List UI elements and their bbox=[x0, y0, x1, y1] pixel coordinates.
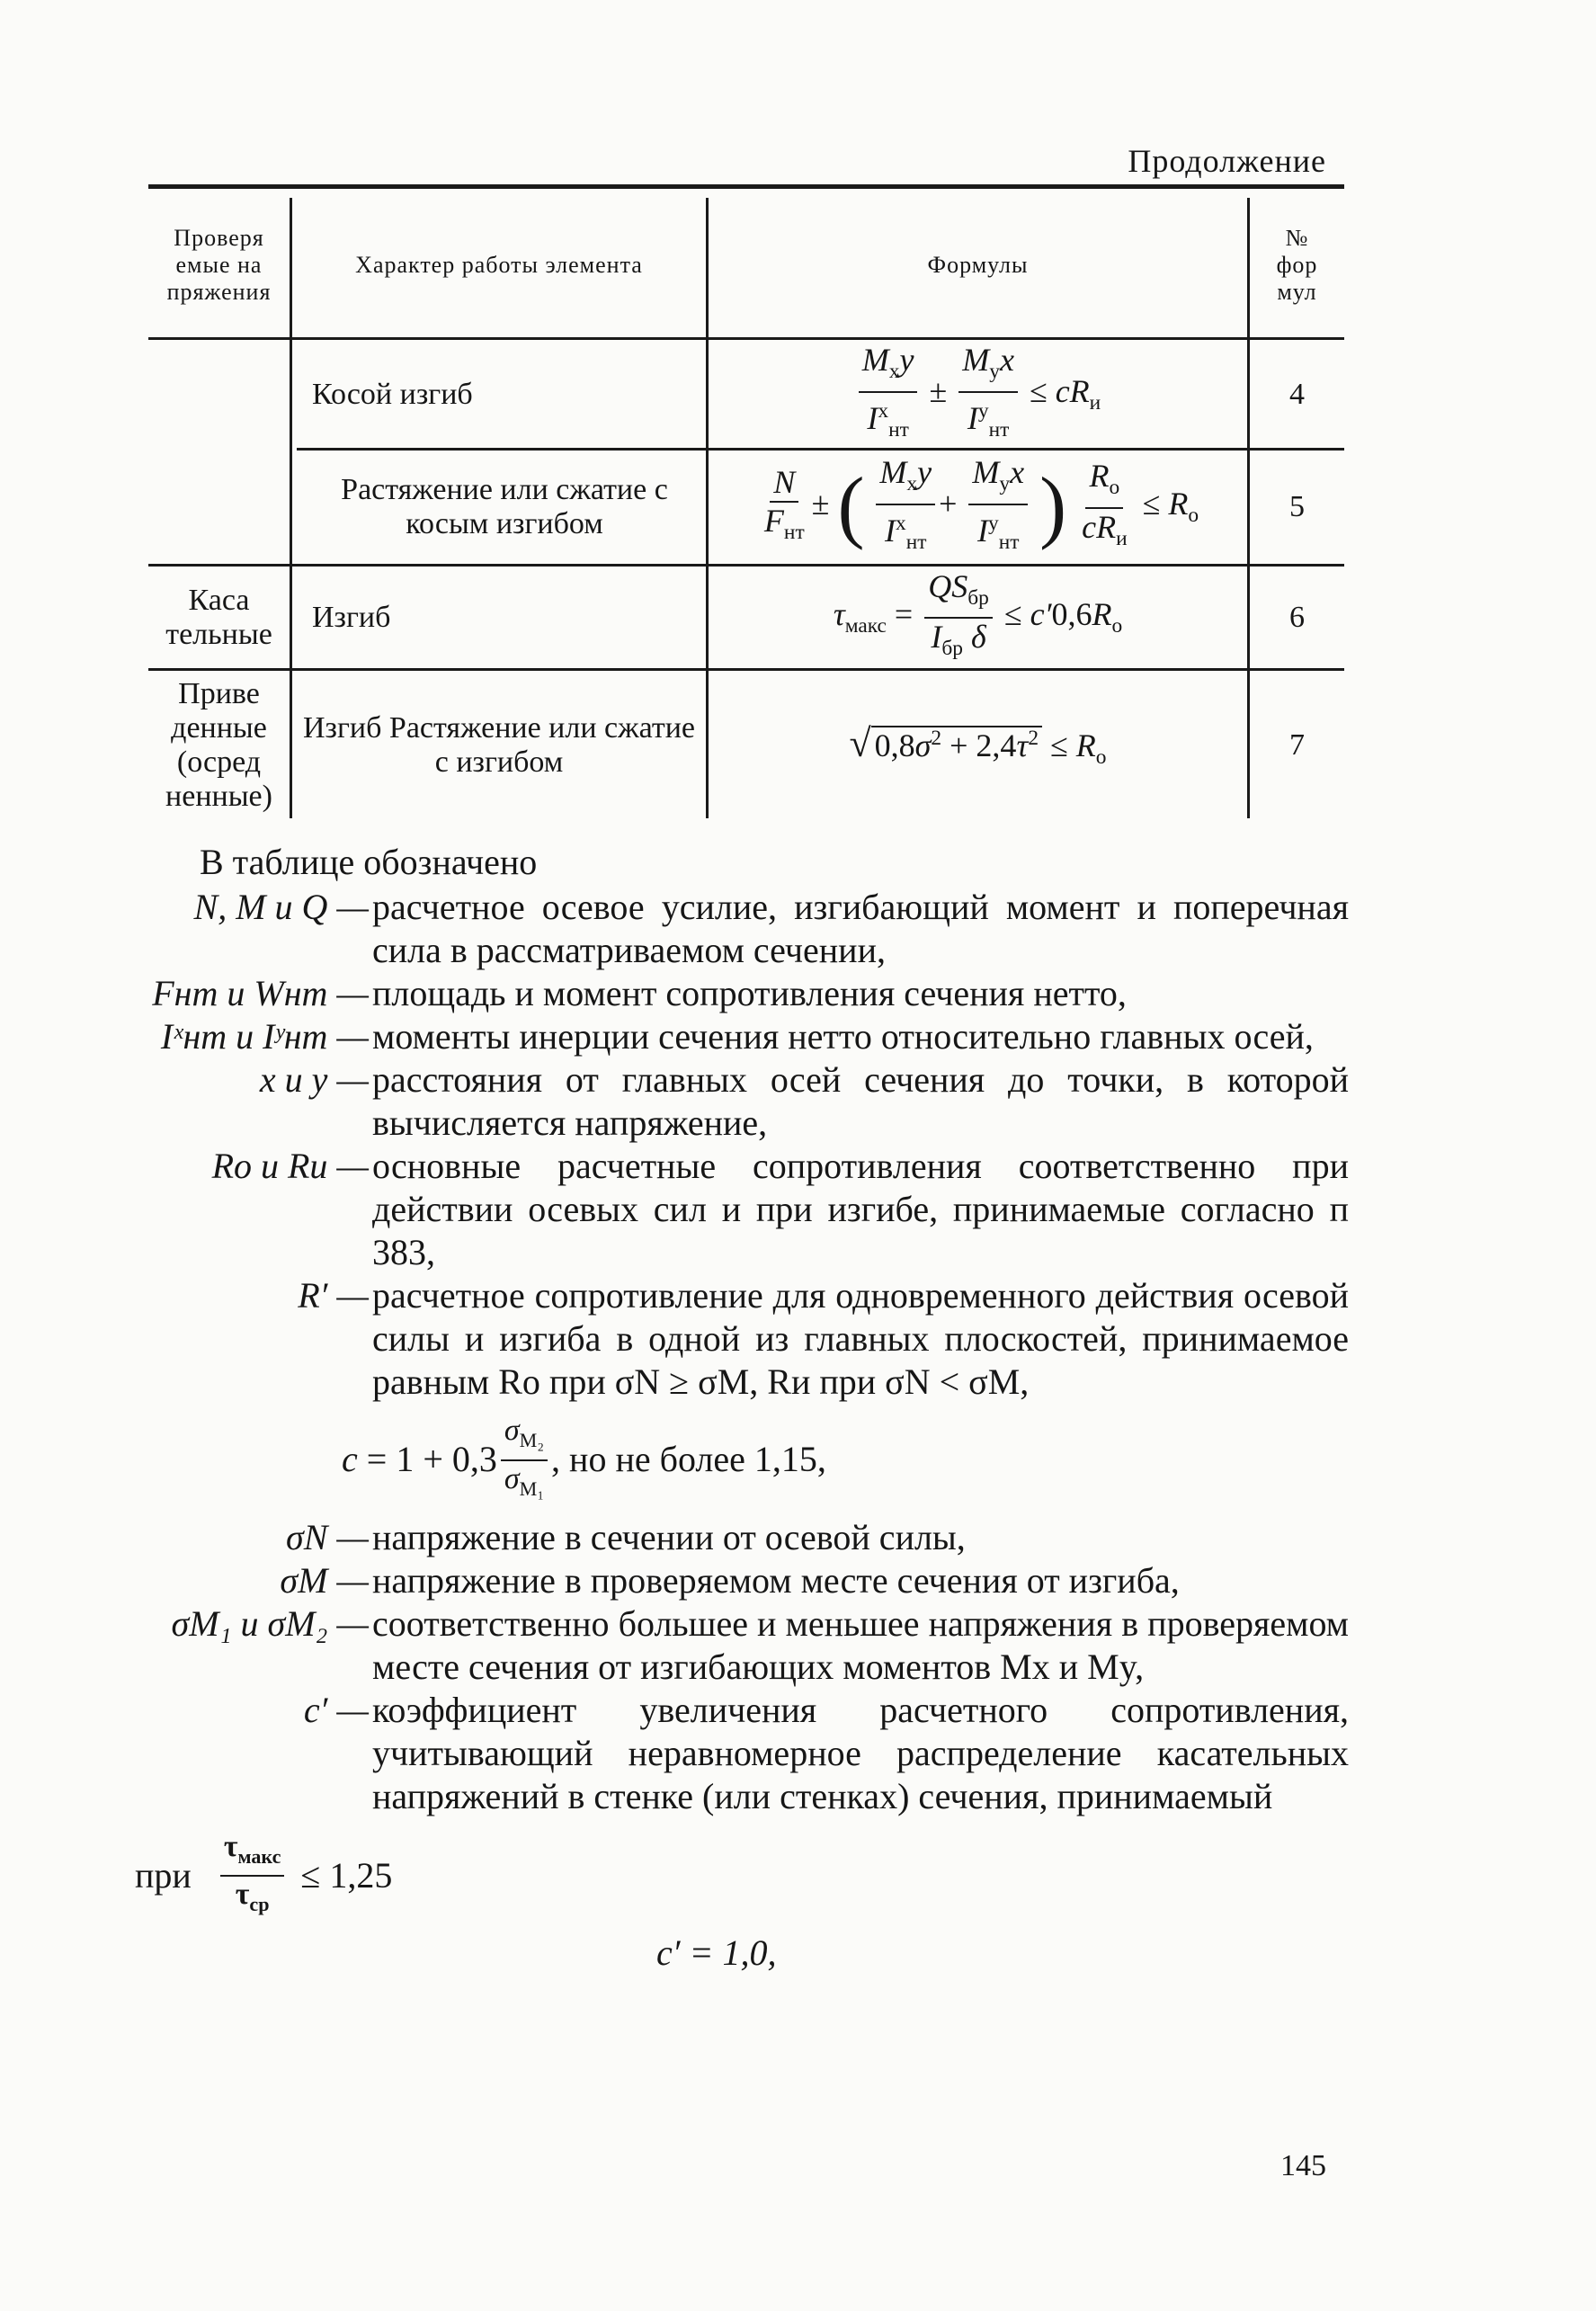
legend-intro: В таблице обозначено bbox=[200, 842, 538, 882]
formula-number: 4 bbox=[1289, 378, 1305, 411]
formula-6: $\tau_{макс}$ = $QS_{бр}$ $I_{бр}$ δ ≤ $c'0,6R_o$ bbox=[833, 567, 1123, 661]
condition-value: ≤ 1,25 bbox=[300, 1854, 393, 1896]
legend bbox=[126, 841, 1349, 1975]
row-work: Растяжение или сжатие с косым изгибом bbox=[341, 473, 668, 540]
formula-5: N $F_{нт}$ ± ( $M_xy$ $I^x_{нт}$ + $M_yx$ $I^y_{нт}$ ) $R_o$ $cR_и$ ≤ $R_o$ bbox=[763, 454, 1199, 554]
header-formulas: Формулы bbox=[927, 252, 1029, 278]
row-work: Косой изгиб bbox=[312, 378, 473, 411]
legend-item: σN — напряжение в сечении от осевой силы, bbox=[286, 1516, 966, 1557]
legend-item: x и y — расстояния от главных осей сечения до точки, в которой вычисляется напряжение, bbox=[259, 1059, 1349, 1143]
row-stress-type: Каса тельные bbox=[165, 583, 272, 651]
legend-item: σM — напряжение в проверяемом месте сечения от изгиба, bbox=[280, 1559, 1180, 1601]
continuation-label: Продолжение bbox=[1128, 143, 1326, 179]
legend-item: N, M и Q — расчетное осевое усилие, изгибающий момент и поперечная сила в рассматриваемом сечении, bbox=[193, 887, 1349, 970]
formula-number: 7 bbox=[1289, 727, 1305, 762]
header-formula-number: № фор мул bbox=[1276, 225, 1318, 305]
formula-4: $M_xy$ $I^x_{нт}$ ± $M_yx$ $I^y_{нт}$ ≤ $cR_и$ bbox=[709, 342, 1247, 448]
c-limit-note: , но не более 1,15, bbox=[551, 1439, 826, 1480]
header-stress-type: Проверя емые на пряжения bbox=[166, 225, 272, 305]
row-work: Изгиб bbox=[312, 600, 391, 634]
legend-item: Rо и Rи — основные расчетные сопротивления соответственно при действии осевых сил и при изгибе, принимаемые согласно п 383, bbox=[211, 1146, 1349, 1272]
header-work-character: Характер работы элемента bbox=[355, 252, 643, 278]
legend-item: σM₁ и σM₂ — соответственно большее и меньшее напряжения в проверяемом месте сечения от изгибающих моментов Mx и My, bbox=[171, 1602, 1349, 1687]
formula-7: √ $0,8\sigma^2 + 2,4\tau^2 \le R_o$ bbox=[849, 720, 1107, 770]
row-work: Изгиб Растяжение или сжатие с изгибом bbox=[303, 710, 695, 779]
legend-item: R′ — расчетное сопротивление для одновременного действия осевой силы и изгиба в одной из главных плоскостей, принимаемое равным Rо при σN ≥ σM, Rи при σN < σM, bbox=[298, 1275, 1349, 1402]
formula-number: 5 bbox=[1289, 490, 1305, 523]
legend-item: Fнт и Wнт — площадь и момент сопротивления сечения нетто, bbox=[152, 973, 1127, 1013]
row-stress-type: Приве денные (осред ненные) bbox=[165, 676, 272, 813]
c-formula: c = 1 + 0,3 $\sigma_{M_2}$ $\sigma_{M_1}$ , но не более 1,15, bbox=[342, 1414, 826, 1500]
condition-word: при bbox=[135, 1854, 192, 1896]
ratio-condition: при $\tau_{макс}$ $\tau_{ср}$ ≤ 1,25 bbox=[135, 1829, 393, 1916]
legend-item: c′ — коэффициент увеличения расчетного сопротивления, учитывающий неравномерное распределение касательных напряжений в стенке (или стенках) сечения, принимаемый bbox=[303, 1689, 1349, 1816]
c-prime-equation: c′ = 1,0, bbox=[656, 1932, 777, 1974]
page-number: 145 bbox=[1280, 2149, 1326, 2182]
legend-item: Iˣнт и Iʸнт — моменты инерции сечения нетто относительно главных осей, bbox=[160, 1016, 1314, 1057]
formula-number: 6 bbox=[1289, 600, 1305, 634]
